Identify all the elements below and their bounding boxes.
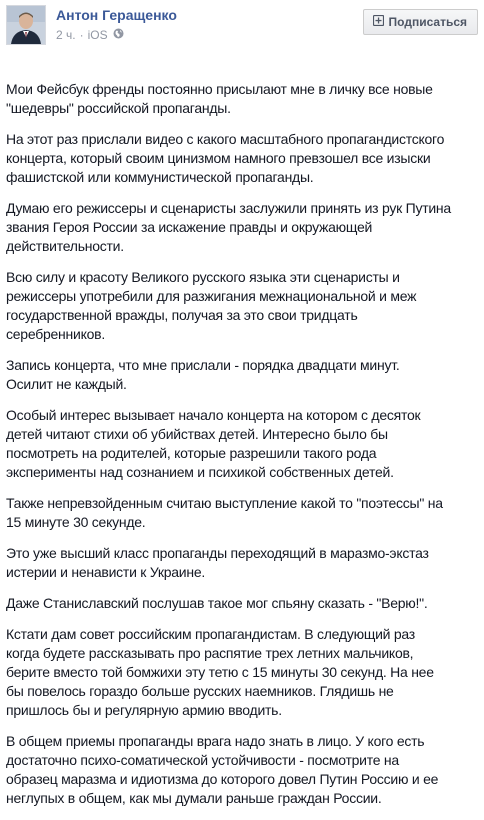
- paragraph-line: Это уже высший класс пропаганды переходящий в маразмо-экстаз: [6, 545, 429, 561]
- post-paragraph: [6, 199, 474, 256]
- paragraph-line: берите вместо той бомжихи эту тетю с 15 минуты 30 секунд. На нее: [6, 664, 434, 680]
- paragraph-line: серебренников.: [6, 326, 105, 342]
- paragraph-line: 15 минуте 30 секунде.: [6, 514, 146, 530]
- paragraph-line: На этот раз прислали видео с какого масштабного пропагандистского: [6, 131, 445, 147]
- post-body: [6, 80, 474, 820]
- post-paragraph: [6, 80, 474, 118]
- paragraph-line: звания Героя России за искажение правды и окружающей: [6, 219, 373, 235]
- paragraph-line: Всю силу и красоту Великого русского языка эти сценаристы и: [6, 269, 400, 285]
- paragraph-line: неглупых в общем, как мы думали раньше граждан России.: [6, 790, 382, 806]
- paragraph-line: Мои Фейсбук френды постоянно присылают мне в личку все новые: [6, 81, 433, 97]
- post-paragraph: [6, 594, 474, 613]
- paragraph-line: "шедевры" российской пропаганды.: [6, 100, 231, 116]
- paragraph-line: Также непревзойденным считаю выступление какой то "поэтессы" на: [6, 495, 443, 511]
- plus-icon: [373, 15, 384, 29]
- paragraph-line: Осилит не каждый.: [6, 376, 127, 392]
- paragraph-line: концерта, который своим цинизмом намного превзошел все изыски: [6, 150, 431, 166]
- paragraph-line: образец маразма и идиотизма до которого довел Путин Россию и ее: [6, 771, 439, 787]
- paragraph-line: государственной вражды, получая за это свои тридцать: [6, 307, 358, 323]
- post-paragraph: [6, 356, 474, 394]
- paragraph-line: Даже Станиславский послушав такое мог спьяну сказать - "Верю!".: [6, 595, 428, 611]
- paragraph-line: бы повелось гораздо больше русских наемников. Глядишь не: [6, 683, 394, 699]
- paragraph-line: когда будете рассказывать про распятие трех летних мальчиков,: [6, 645, 414, 661]
- post-source: iOS: [87, 28, 108, 42]
- author-name[interactable]: Антон Геращенко: [56, 7, 177, 23]
- paragraph-line: режиссеры употребили для разжигания межнациональной и меж: [6, 288, 417, 304]
- avatar[interactable]: [6, 5, 46, 45]
- paragraph-line: Особый интерес вызывает начало концерта на котором с десяток: [6, 407, 421, 423]
- paragraph-line: посмотреть на родителей, которые разрешили такого рода: [6, 445, 377, 461]
- paragraph-line: достаточно психо-соматической устойчивости - посмотрите на: [6, 752, 399, 768]
- paragraph-line: Запись концерта, что мне прислали - порядка двадцати минут.: [6, 357, 400, 373]
- paragraph-line: истерии и ненависти к Украине.: [6, 564, 206, 580]
- post-paragraph: [6, 732, 474, 808]
- subscribe-button[interactable]: [363, 9, 478, 35]
- post-paragraph: [6, 544, 474, 582]
- post-paragraph: [6, 130, 474, 187]
- post-paragraph: [6, 406, 474, 482]
- subscribe-label: Подписаться: [388, 15, 467, 29]
- post-paragraph: [6, 268, 474, 344]
- paragraph-line: пришлось бы и регулярную армию вводить.: [6, 702, 282, 718]
- post-paragraph: [6, 494, 474, 532]
- meta-separator: ·: [79, 28, 84, 42]
- post-meta: [56, 28, 124, 42]
- paragraph-line: детей читают стихи об убийствах детей. Интересно было бы: [6, 426, 388, 442]
- paragraph-line: Кстати дам совет российским пропагандистам. В следующий раз: [6, 626, 415, 642]
- globe-icon[interactable]: [113, 28, 124, 42]
- post-paragraph: [6, 625, 474, 720]
- post-time[interactable]: 2 ч.: [56, 28, 76, 42]
- post-header: [6, 5, 478, 51]
- paragraph-line: В общем приемы пропаганды врага надо знать в лицо. У кого есть: [6, 733, 425, 749]
- paragraph-line: эксперименты над сознанием и психикой собственных детей.: [6, 464, 394, 480]
- paragraph-line: Думаю его режиссеры и сценаристы заслужили принять из рук Путина: [6, 200, 451, 216]
- paragraph-line: действительности.: [6, 238, 124, 254]
- paragraph-line: фашистской или коммунистической пропаганды.: [6, 169, 314, 185]
